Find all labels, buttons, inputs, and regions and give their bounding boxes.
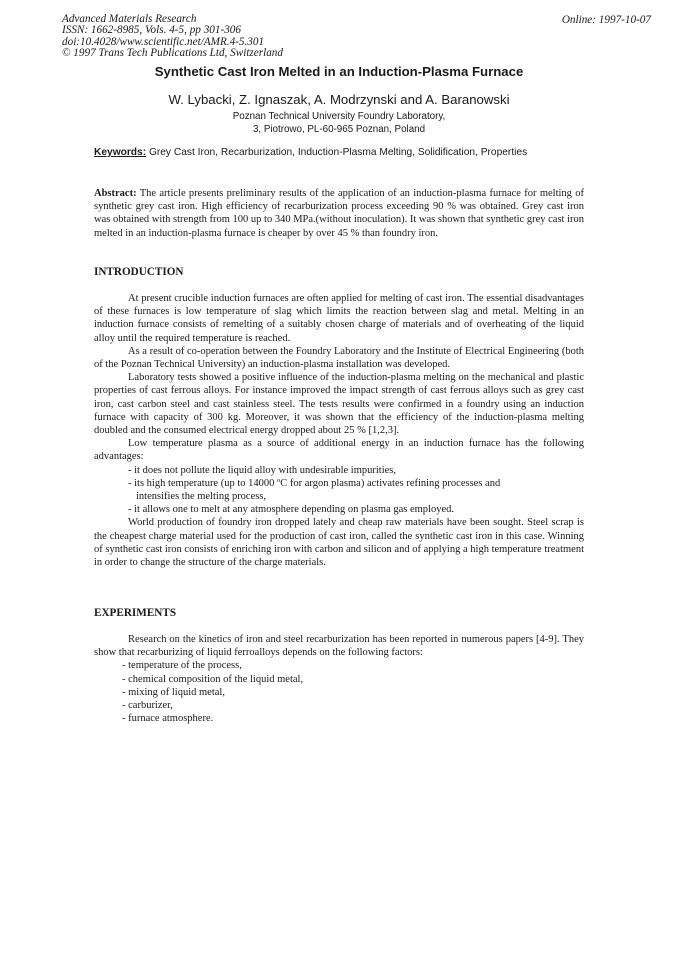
experiments-heading: EXPERIMENTS — [94, 607, 177, 619]
list-item: - it allows one to melt at any atmosphere depending on plasma gas employed. — [128, 504, 455, 516]
keywords — [94, 147, 527, 158]
paragraph: Research on the kinetics of iron and steel recarburization has been reported in numerous papers [4-9]. They show that recarburizing of liquid ferroalloys depends on the following factors: — [94, 634, 584, 659]
experiments-body — [94, 633, 584, 725]
list-item: - mixing of liquid metal, — [122, 686, 225, 698]
list-item: intensifies the melting process, — [136, 491, 267, 503]
list-item: - furnace atmosphere. — [122, 713, 214, 725]
abstract-label: Abstract: — [94, 188, 137, 199]
list-item: - its high temperature (up to 14000 ºC for argon plasma) activates refining processes and — [128, 477, 501, 489]
advantages-list — [94, 464, 584, 517]
list-item: - carburizer, — [122, 700, 173, 712]
journal-meta — [62, 14, 283, 60]
abstract-text: The article presents preliminary results of the application of an induction-plasma furnace for melting of synthetic grey cast iron. High efficiency of recarburization process exceeding 90 % was obtained. Grey cast iron was obtained with strength from 100 up to 340 MPa.(without inoculation). It was shown that synthetic grey cast iron melted in an induction-plasma furnace is cheaper by over 45 % than foundry iron. — [94, 188, 584, 239]
factors-list — [94, 659, 584, 725]
list-item: - temperature of the process, — [122, 660, 242, 672]
affiliation — [0, 111, 678, 136]
paper-title: Synthetic Cast Iron Melted in an Induction-Plasma Furnace — [154, 64, 524, 79]
introduction-heading: INTRODUCTION — [94, 266, 184, 278]
list-item: - chemical composition of the liquid metal, — [122, 673, 304, 685]
doi-line: doi:10.4028/www.scientific.net/AMR.4-5.301 — [62, 35, 265, 48]
affiliation-line-1: Poznan Technical University Foundry Laboratory, — [232, 111, 446, 122]
affiliation-line-2: 3, Piotrowo, PL-60-965 Poznan, Poland — [252, 123, 426, 135]
paragraph: World production of foundry iron dropped lately and cheap raw materials have been sought. Steel scrap is the cheapest charge material used for the production of cast iron, called the synthetic cast iron in this case. Winning of synthetic cast iron consists of enriching iron with carbon and silicon and of applying a high temperature treatment in order to change the structure of the charge materials. — [94, 517, 584, 569]
issn-line: ISSN: 1662-8985, Vols. 4-5, pp 301-306 — [62, 24, 241, 37]
abstract — [94, 187, 584, 240]
paragraph: Laboratory tests showed a positive influence of the induction-plasma melting on the mechanical and plastic properties of cast ferrous alloys. For instance improved the impact strength of cast ferrous alloys such as grey cast iron, cast carbon steel and cast stainless steel. The tests results were confirmed in a foundry using an induction furnace with capacity of 300 kg. Moreover, it was shown that the efficiency of the induction-plasma melting doubled and the consumed electrical energy dropped about 25 % [1,2,3]. — [94, 372, 584, 437]
copyright-line: © 1997 Trans Tech Publications Ltd, Switzerland — [62, 47, 283, 60]
keywords-text: Grey Cast Iron, Recarburization, Induction-Plasma Melting, Solidification, Properties — [148, 147, 528, 158]
paragraph: Low temperature plasma as a source of additional energy in an induction furnace has the following advantages: — [94, 438, 584, 463]
paragraph: As a result of co-operation between the Foundry Laboratory and the Institute of Electrical Engineering (both of the Poznan Technical University) an induction-plasma installation was developed. — [94, 345, 584, 371]
paragraph: At present crucible induction furnaces are often applied for melting of cast iron. The essential disadvantages of these furnaces is low temperature of slag which limits the reaction between slag and metal. Melting in an induction furnace consists of remelting of a suitably chosen charge of materials and of overheating of the liquid alloy until the required temperature is reached. — [94, 293, 584, 344]
journal-name: Advanced Materials Research — [62, 13, 197, 25]
introduction-body — [94, 292, 584, 569]
keywords-label: Keywords: — [94, 147, 147, 158]
author-list: W. Lybacki, Z. Ignaszak, A. Modrzynski and A. Baranowski — [168, 92, 510, 107]
list-item: - it does not pollute the liquid alloy with undesirable impurities, — [128, 464, 397, 476]
online-date: Online: 1997-10-07 — [561, 14, 651, 26]
